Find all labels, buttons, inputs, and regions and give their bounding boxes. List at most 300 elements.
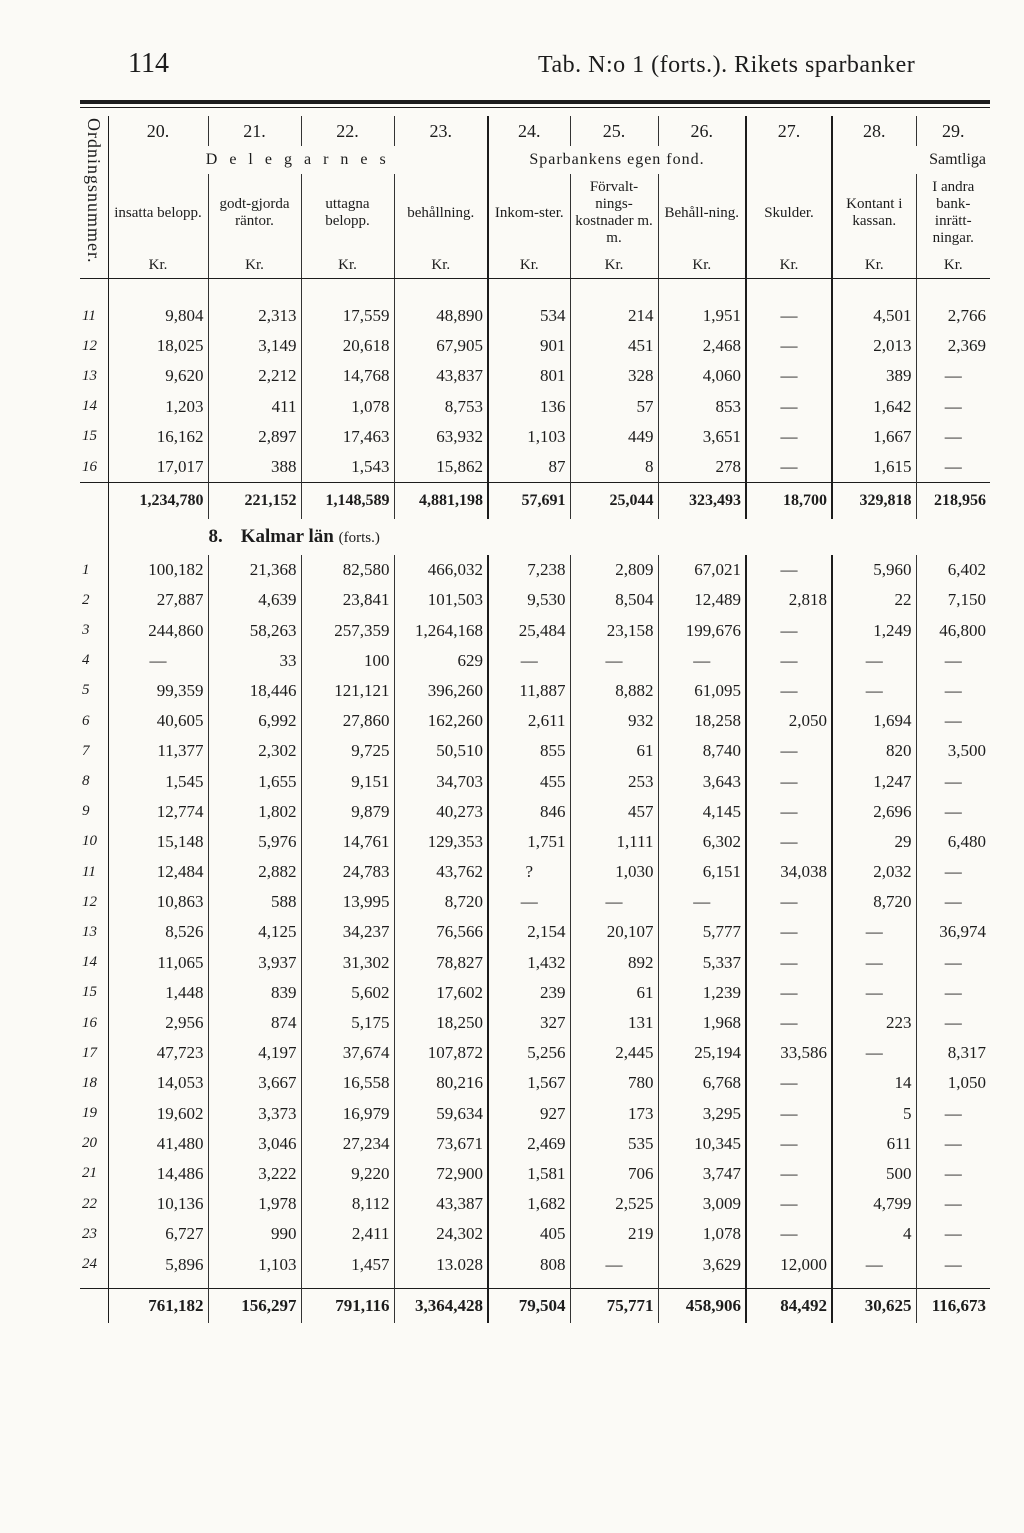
table-cell: — [658, 646, 746, 676]
table-cell: 8,753 [394, 392, 488, 422]
row-number: 16 [80, 1008, 108, 1038]
table-cell: — [746, 331, 832, 361]
total-cell: 3,364,428 [394, 1288, 488, 1323]
table-row [80, 452, 990, 483]
table-cell: — [108, 646, 208, 676]
table-cell: 328 [570, 361, 658, 391]
table-cell: 46,800 [939, 620, 986, 640]
table-cell: — [746, 361, 832, 391]
savings-bank-table [80, 116, 990, 1323]
table-cell: 9,804 [108, 301, 208, 331]
row-number: 12 [80, 331, 108, 361]
table-row [80, 1068, 990, 1098]
table-cell: 16,979 [301, 1099, 394, 1129]
row-number: 11 [80, 857, 108, 887]
table-cell: 629 [394, 646, 488, 676]
table-cell: 78,827 [394, 948, 488, 978]
unit-label: Kr. [208, 252, 301, 279]
row-number: 17 [80, 1038, 108, 1068]
table-row [80, 766, 990, 796]
table-cell: 5,256 [488, 1038, 570, 1068]
total-cell: 761,182 [108, 1288, 208, 1323]
table-cell: 1,078 [658, 1219, 746, 1249]
table-cell: 396,260 [394, 676, 488, 706]
table-cell: 5,602 [301, 978, 394, 1008]
table-cell: 2,468 [658, 331, 746, 361]
table-cell: — [944, 1103, 962, 1123]
table-cell: 18,446 [208, 676, 301, 706]
table-cell: 2,369 [947, 336, 986, 356]
table-cell: 16,558 [301, 1068, 394, 1098]
table-cell: 58,263 [208, 616, 301, 646]
table-cell: 12,489 [658, 585, 746, 615]
table-cell: 449 [570, 422, 658, 452]
table-cell: 73,671 [394, 1129, 488, 1159]
col-label: Behåll-ning. [658, 174, 746, 252]
table-cell: — [944, 862, 962, 882]
table-cell: 17,559 [301, 301, 394, 331]
table-row [80, 857, 990, 887]
table-cell: 24,783 [301, 857, 394, 887]
table-cell: 23,841 [301, 585, 394, 615]
table-cell: — [944, 426, 962, 446]
table-cell: 100 [301, 646, 394, 676]
table-cell: 466,032 [394, 555, 488, 585]
table-cell: 8,720 [394, 887, 488, 917]
table-cell: 2,696 [832, 797, 916, 827]
table-row [80, 1249, 990, 1279]
table-cell: 1,103 [208, 1249, 301, 1279]
table-cell: — [746, 1219, 832, 1249]
table-cell: 12,774 [108, 797, 208, 827]
top-rule [80, 100, 990, 104]
table-cell: 1,682 [488, 1189, 570, 1219]
table-cell: 17,017 [108, 452, 208, 483]
table-cell: 3,009 [658, 1189, 746, 1219]
table-cell: 1,432 [488, 948, 570, 978]
table-cell: 388 [208, 452, 301, 483]
table-cell: — [746, 1008, 832, 1038]
unit-label: Kr. [394, 252, 488, 279]
table-row [80, 555, 990, 585]
col-label: Förvalt-nings-kostnader m. m. [570, 174, 658, 252]
table-cell: 57 [570, 392, 658, 422]
table-cell: 9,220 [301, 1159, 394, 1189]
top-rule-thin [80, 107, 990, 108]
table-cell: 40,273 [394, 797, 488, 827]
row-number: 3 [80, 616, 108, 646]
table-cell: 25,194 [658, 1038, 746, 1068]
total-cell: 323,493 [658, 483, 746, 520]
table-cell: — [746, 827, 832, 857]
table-cell: 1,111 [570, 827, 658, 857]
row-number: 5 [80, 676, 108, 706]
table-cell: 2,445 [570, 1038, 658, 1068]
total-cell: 221,152 [208, 483, 301, 520]
col-num: 25. [570, 116, 658, 146]
table-cell: 588 [208, 887, 301, 917]
table-cell: 839 [208, 978, 301, 1008]
table-cell: 855 [488, 736, 570, 766]
table-cell: 63,932 [394, 422, 488, 452]
table-cell: — [746, 646, 832, 676]
table-cell: — [944, 1133, 962, 1153]
table-cell: 4,639 [208, 585, 301, 615]
table-row [80, 1159, 990, 1189]
total-cell: 1,234,780 [108, 483, 208, 520]
table-cell: 43,387 [394, 1189, 488, 1219]
table-cell: 107,872 [394, 1038, 488, 1068]
unit-label: Kr. [658, 252, 746, 279]
col-num: 21. [208, 116, 301, 146]
row-number: 19 [80, 1099, 108, 1129]
unit-label: Kr. [746, 252, 832, 279]
table-cell: 76,566 [394, 917, 488, 947]
table-cell: 1,247 [832, 766, 916, 796]
table-cell: — [832, 917, 916, 947]
table-cell: 25,484 [488, 616, 570, 646]
table-cell: 2,882 [208, 857, 301, 887]
section-number: 8. [208, 526, 223, 548]
table-cell: 13.028 [394, 1249, 488, 1279]
table-row [80, 706, 990, 736]
col-label: Kontant i kassan. [832, 174, 916, 252]
column-number-row [80, 116, 990, 146]
table-cell: 2,956 [108, 1008, 208, 1038]
table-row [80, 361, 990, 391]
table-cell: 457 [570, 797, 658, 827]
table-cell: 12,000 [746, 1249, 832, 1279]
table-cell: 59,634 [394, 1099, 488, 1129]
table-cell: — [570, 887, 658, 917]
table-cell: — [944, 801, 962, 821]
table-cell: — [944, 650, 962, 670]
table-cell: — [570, 646, 658, 676]
table-cell: — [746, 1099, 832, 1129]
table-cell: 1,239 [658, 978, 746, 1008]
table-cell: 4,125 [208, 917, 301, 947]
table-cell: 2,809 [570, 555, 658, 585]
col-num: 29. [942, 120, 965, 141]
table-cell: 611 [832, 1129, 916, 1159]
table-cell: 3,747 [658, 1159, 746, 1189]
table-cell: — [746, 766, 832, 796]
table-cell: — [658, 887, 746, 917]
table-cell: 80,216 [394, 1068, 488, 1098]
table-cell: 1,968 [658, 1008, 746, 1038]
row-number: 23 [80, 1219, 108, 1249]
table-cell: 3,295 [658, 1099, 746, 1129]
table-cell: 33,586 [746, 1038, 832, 1068]
table-cell: 801 [488, 361, 570, 391]
table-cell: 3,643 [658, 766, 746, 796]
table-cell: 3,937 [208, 948, 301, 978]
table-row [80, 1099, 990, 1129]
table-cell: 162,260 [394, 706, 488, 736]
table-cell: 4,501 [832, 301, 916, 331]
table-cell: 27,887 [108, 585, 208, 615]
table-row [80, 917, 990, 947]
table-cell: 780 [570, 1068, 658, 1098]
col-label: godt-gjorda räntor. [208, 174, 301, 252]
table-cell: 214 [570, 301, 658, 331]
table-cell: 6,480 [947, 831, 986, 851]
unit-label: Kr. [488, 252, 570, 279]
table-cell: ? [488, 857, 570, 887]
table-cell: 2,154 [488, 917, 570, 947]
table-cell: 5,896 [108, 1249, 208, 1279]
table-cell: 1,694 [832, 706, 916, 736]
table-cell: — [488, 646, 570, 676]
table-cell: 14,486 [108, 1159, 208, 1189]
table-cell: — [746, 1189, 832, 1219]
table-cell: 17,602 [394, 978, 488, 1008]
table-cell: — [746, 452, 832, 483]
table-cell: — [944, 952, 962, 972]
total-cell: 156,297 [208, 1288, 301, 1323]
table-cell: 327 [488, 1008, 570, 1038]
table-cell: 27,860 [301, 706, 394, 736]
row-number: 7 [80, 736, 108, 766]
row-number: 4 [80, 646, 108, 676]
table-cell: — [944, 982, 962, 1002]
table-cell: 131 [570, 1008, 658, 1038]
total-cell: 791,116 [301, 1288, 394, 1323]
table-cell: 15,148 [108, 827, 208, 857]
table-cell: 8 [570, 452, 658, 483]
row-number: 15 [80, 422, 108, 452]
table-cell: 5,777 [658, 917, 746, 947]
table-cell: — [944, 711, 962, 731]
table-cell: — [944, 892, 962, 912]
row-number: 8 [80, 766, 108, 796]
row-number: 15 [80, 978, 108, 1008]
table-cell: 6,151 [658, 857, 746, 887]
table-cell: 1,667 [832, 422, 916, 452]
total-cell: 4,881,198 [394, 483, 488, 520]
unit-label: Kr. [832, 252, 916, 279]
total-cell: 75,771 [570, 1288, 658, 1323]
table-cell: 99,359 [108, 676, 208, 706]
table-cell: 100,182 [108, 555, 208, 585]
row-number: 9 [80, 797, 108, 827]
table-cell: — [746, 422, 832, 452]
table-cell: — [746, 301, 832, 331]
unit-label: Kr. [916, 252, 990, 279]
total-cell: 25,044 [570, 483, 658, 520]
table-cell: 121,121 [301, 676, 394, 706]
table-row [80, 585, 990, 615]
total-cell: 30,625 [832, 1288, 916, 1323]
table-cell: 20,107 [570, 917, 658, 947]
table-cell: 451 [570, 331, 658, 361]
total-cell: 57,691 [488, 483, 570, 520]
total-cell: 79,504 [488, 1288, 570, 1323]
table-cell: 808 [488, 1249, 570, 1279]
row-number: 11 [80, 301, 108, 331]
table-cell: 990 [208, 1219, 301, 1249]
total-cell: 218,956 [916, 483, 990, 520]
table-cell: 3,222 [208, 1159, 301, 1189]
table-cell: 4,145 [658, 797, 746, 827]
table-cell: 846 [488, 797, 570, 827]
table-cell: — [944, 1163, 962, 1183]
table-cell: 1,567 [488, 1068, 570, 1098]
table-cell: 9,725 [301, 736, 394, 766]
table-cell: 34,038 [746, 857, 832, 887]
table-cell: 1,543 [301, 452, 394, 483]
table-cell: 14,761 [301, 827, 394, 857]
table-row [80, 1038, 990, 1068]
table-cell: — [746, 917, 832, 947]
col-num: 24. [488, 116, 570, 146]
table-cell: 1,655 [208, 766, 301, 796]
table-row [80, 827, 990, 857]
table-cell: — [832, 948, 916, 978]
table-cell: 12,484 [108, 857, 208, 887]
table-cell: 11,377 [108, 736, 208, 766]
table-cell: 36,974 [939, 922, 986, 942]
table-row [80, 1008, 990, 1038]
col-label: I andra bank-inrätt-ningar. [932, 179, 975, 246]
table-cell: 244,860 [108, 616, 208, 646]
col-label: Skulder. [746, 174, 832, 252]
table-cell: — [944, 771, 962, 791]
table-cell: 199,676 [658, 616, 746, 646]
table-cell: — [832, 1038, 916, 1068]
row-number: 13 [80, 361, 108, 391]
table-cell: 455 [488, 766, 570, 796]
table-cell: 9,620 [108, 361, 208, 391]
page-number: 114 [128, 48, 169, 79]
table-cell: 1,978 [208, 1189, 301, 1219]
table-cell: 21,368 [208, 555, 301, 585]
table-cell: — [746, 948, 832, 978]
table-row [80, 301, 990, 331]
table-cell: 1,545 [108, 766, 208, 796]
table-cell: 6,727 [108, 1219, 208, 1249]
group-egen-fond: Sparbankens egen fond. [488, 146, 746, 174]
table-cell: 82,580 [301, 555, 394, 585]
table-cell: 2,313 [208, 301, 301, 331]
row-number: 14 [80, 392, 108, 422]
table-cell: 411 [208, 392, 301, 422]
col-num: 26. [658, 116, 746, 146]
total-cell: 329,818 [832, 483, 916, 520]
table-cell: 61,095 [658, 676, 746, 706]
unit-label: Kr. [108, 252, 208, 279]
table-cell: — [570, 1249, 658, 1279]
table-cell: 535 [570, 1129, 658, 1159]
table-cell: 1,249 [832, 616, 916, 646]
table-cell: — [944, 396, 962, 416]
table-row [80, 616, 990, 646]
table-cell: — [944, 1013, 962, 1033]
table-cell: 43,762 [394, 857, 488, 887]
table-cell: 14,053 [108, 1068, 208, 1098]
table-cell: 6,302 [658, 827, 746, 857]
unit-label: Kr. [301, 252, 394, 279]
table-cell: 239 [488, 978, 570, 1008]
table-cell: — [746, 978, 832, 1008]
table-cell: 11,065 [108, 948, 208, 978]
table-cell: 15,862 [394, 452, 488, 483]
table-cell: 2,897 [208, 422, 301, 452]
table-cell: — [746, 887, 832, 917]
table-cell: — [488, 887, 570, 917]
table-cell: 41,480 [108, 1129, 208, 1159]
table-row [80, 978, 990, 1008]
table-cell: 3,667 [208, 1068, 301, 1098]
table-cell: 219 [570, 1219, 658, 1249]
table-cell: — [746, 1159, 832, 1189]
table-cell: 4 [832, 1219, 916, 1249]
table-cell: 7,238 [488, 555, 570, 585]
table-cell: 31,302 [301, 948, 394, 978]
row-number: 6 [80, 706, 108, 736]
table-cell: 2,302 [208, 736, 301, 766]
table-cell: 2,212 [208, 361, 301, 391]
table-cell: 24,302 [394, 1219, 488, 1249]
table-cell: 1,642 [832, 392, 916, 422]
table-cell: 2,469 [488, 1129, 570, 1159]
row-number: 10 [80, 827, 108, 857]
table-row [80, 948, 990, 978]
total-cell: 18,700 [746, 483, 832, 520]
total-cell: 116,673 [916, 1288, 990, 1323]
row-number: 14 [80, 948, 108, 978]
table-cell: 18,025 [108, 331, 208, 361]
col-num: 23. [394, 116, 488, 146]
table-row [80, 422, 990, 452]
table-cell: 72,900 [394, 1159, 488, 1189]
table-cell: — [944, 680, 962, 700]
column-label-row [80, 174, 990, 252]
unit-row [80, 252, 990, 279]
table-cell: 34,237 [301, 917, 394, 947]
table-cell: 1,581 [488, 1159, 570, 1189]
table-cell: 9,151 [301, 766, 394, 796]
col-label: insatta belopp. [108, 174, 208, 252]
row-number: 13 [80, 917, 108, 947]
table-cell: 10,136 [108, 1189, 208, 1219]
table-cell: 1,203 [108, 392, 208, 422]
table-row [80, 1189, 990, 1219]
table-cell: 927 [488, 1099, 570, 1129]
table-cell: 61 [570, 978, 658, 1008]
table-cell: 223 [832, 1008, 916, 1038]
table-cell: 7,150 [947, 590, 986, 610]
row-number: 20 [80, 1129, 108, 1159]
table-cell: — [746, 1129, 832, 1159]
table-cell: 173 [570, 1099, 658, 1129]
table-cell: 2,611 [488, 706, 570, 736]
table-cell: 136 [488, 392, 570, 422]
table-cell: 6,402 [947, 560, 986, 580]
table-cell: 257,359 [301, 616, 394, 646]
table-cell: 101,503 [394, 585, 488, 615]
table-cell: 706 [570, 1159, 658, 1189]
col-label: behållning. [394, 174, 488, 252]
col-label: uttagna belopp. [301, 174, 394, 252]
table-cell: 61 [570, 736, 658, 766]
total-cell: 1,148,589 [301, 483, 394, 520]
col-num: 20. [108, 116, 208, 146]
table-cell: 6,992 [208, 706, 301, 736]
table-cell: 27,234 [301, 1129, 394, 1159]
table-cell: 34,703 [394, 766, 488, 796]
table-cell: 4,197 [208, 1038, 301, 1068]
